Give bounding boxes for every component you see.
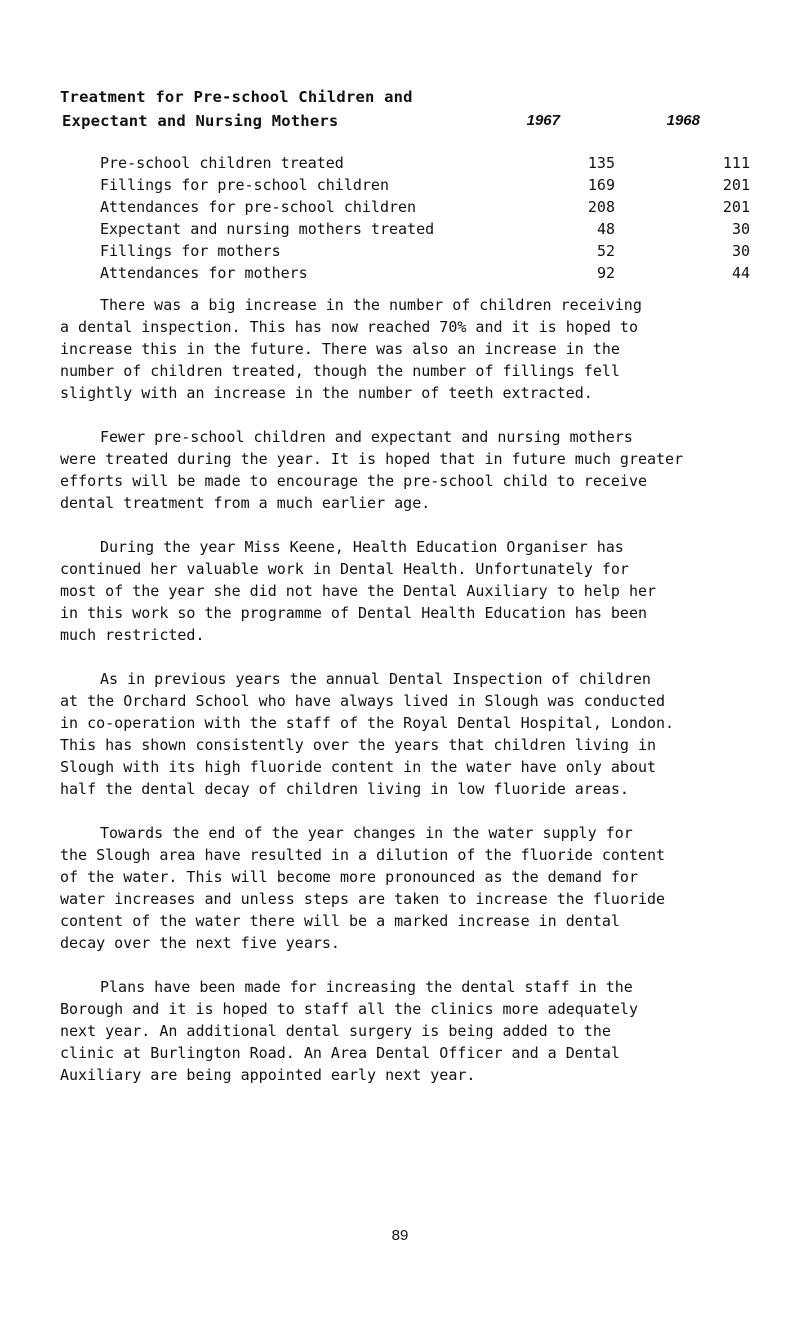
- value-1968: 111: [722, 154, 750, 172]
- text-line: efforts will be made to encourage the pre-school child to receive: [60, 472, 647, 490]
- row-label: Fillings for mothers: [100, 242, 281, 260]
- value-1968: 201: [722, 198, 750, 216]
- text-line: increase this in the future. There was also an increase in the: [60, 340, 620, 358]
- paragraph-health-education: [60, 536, 790, 646]
- text-line: next year. An additional dental surgery is being added to the: [60, 1022, 611, 1040]
- table-row: [100, 242, 760, 264]
- text-line: Towards the end of the year changes in the water supply for: [100, 824, 633, 842]
- paragraph-pre-school: [60, 426, 790, 514]
- row-label: Fillings for pre-school children: [100, 176, 389, 194]
- value-1968: 30: [731, 242, 750, 260]
- text-line: Slough with its high fluoride content in the water have only about: [60, 758, 657, 776]
- text-line: a dental inspection. This has now reached 70% and it is hoped to: [60, 318, 638, 336]
- heading-line-2: Expectant and Nursing Mothers: [62, 112, 339, 130]
- value-1968: 201: [722, 176, 750, 194]
- table-row: [100, 176, 760, 198]
- treatment-table: [100, 154, 760, 286]
- table-row: [100, 264, 760, 286]
- text-line: During the year Miss Keene, Health Education Organiser has: [100, 538, 624, 556]
- value-1968: 44: [731, 264, 750, 282]
- table-row: [100, 198, 760, 220]
- paragraph-dental-staff: [60, 976, 790, 1086]
- text-line: at the Orchard School who have always lived in Slough was conducted: [60, 692, 666, 710]
- text-line: the Slough area have resulted in a dilution of the fluoride content: [60, 846, 666, 864]
- page-number: 89: [391, 1227, 409, 1244]
- value-1967: 169: [587, 176, 615, 194]
- table-row: [100, 220, 760, 242]
- column-header-1968: 1968: [666, 112, 700, 129]
- text-line: in co-operation with the staff of the Royal Dental Hospital, London.: [60, 714, 675, 732]
- text-line: most of the year she did not have the Dental Auxiliary to help her: [60, 582, 657, 600]
- text-line: decay over the next five years.: [60, 934, 340, 952]
- text-line: were treated during the year. It is hoped that in future much greater: [60, 450, 684, 468]
- value-1968: 30: [731, 220, 750, 238]
- table-row: [100, 154, 760, 176]
- text-line: dental treatment from a much earlier age.: [60, 494, 431, 512]
- paragraph-dental-inspection: [60, 294, 790, 404]
- text-line: slightly with an increase in the number of teeth extracted.: [60, 384, 593, 402]
- text-line: number of children treated, though the number of fillings fell: [60, 362, 620, 380]
- value-1967: 92: [596, 264, 615, 282]
- text-line: much restricted.: [60, 626, 205, 644]
- text-line: There was a big increase in the number of children receiving: [100, 296, 642, 314]
- text-line: of the water. This will become more pronounced as the demand for: [60, 868, 638, 886]
- text-line: half the dental decay of children living in low fluoride areas.: [60, 780, 629, 798]
- row-label: Expectant and nursing mothers treated: [100, 220, 435, 238]
- value-1967: 135: [587, 154, 615, 172]
- paragraph-orchard-school: [60, 668, 790, 800]
- value-1967: 208: [587, 198, 615, 216]
- text-line: Fewer pre-school children and expectant and nursing mothers: [100, 428, 633, 446]
- row-label: Attendances for pre-school children: [100, 198, 417, 216]
- row-label: Pre-school children treated: [100, 154, 344, 172]
- text-line: content of the water there will be a marked increase in dental: [60, 912, 620, 930]
- text-line: As in previous years the annual Dental Inspection of children: [100, 670, 651, 688]
- paragraph-water-supply: [60, 822, 790, 954]
- row-label: Attendances for mothers: [100, 264, 308, 282]
- text-line: Borough and it is hoped to staff all the clinics more adequately: [60, 1000, 638, 1018]
- value-1967: 48: [596, 220, 615, 238]
- text-line: continued her valuable work in Dental Health. Unfortunately for: [60, 560, 629, 578]
- text-line: clinic at Burlington Road. An Area Dental Officer and a Dental: [60, 1044, 620, 1062]
- column-header-1967: 1967: [526, 112, 560, 129]
- text-line: Plans have been made for increasing the dental staff in the: [100, 978, 633, 996]
- text-line: in this work so the programme of Dental Health Education has been: [60, 604, 647, 622]
- text-line: This has shown consistently over the years that children living in: [60, 736, 657, 754]
- value-1967: 52: [596, 242, 615, 260]
- text-line: Auxiliary are being appointed early next year.: [60, 1066, 476, 1084]
- heading-line-1: Treatment for Pre-school Children and: [60, 88, 413, 106]
- text-line: water increases and unless steps are taken to increase the fluoride: [60, 890, 666, 908]
